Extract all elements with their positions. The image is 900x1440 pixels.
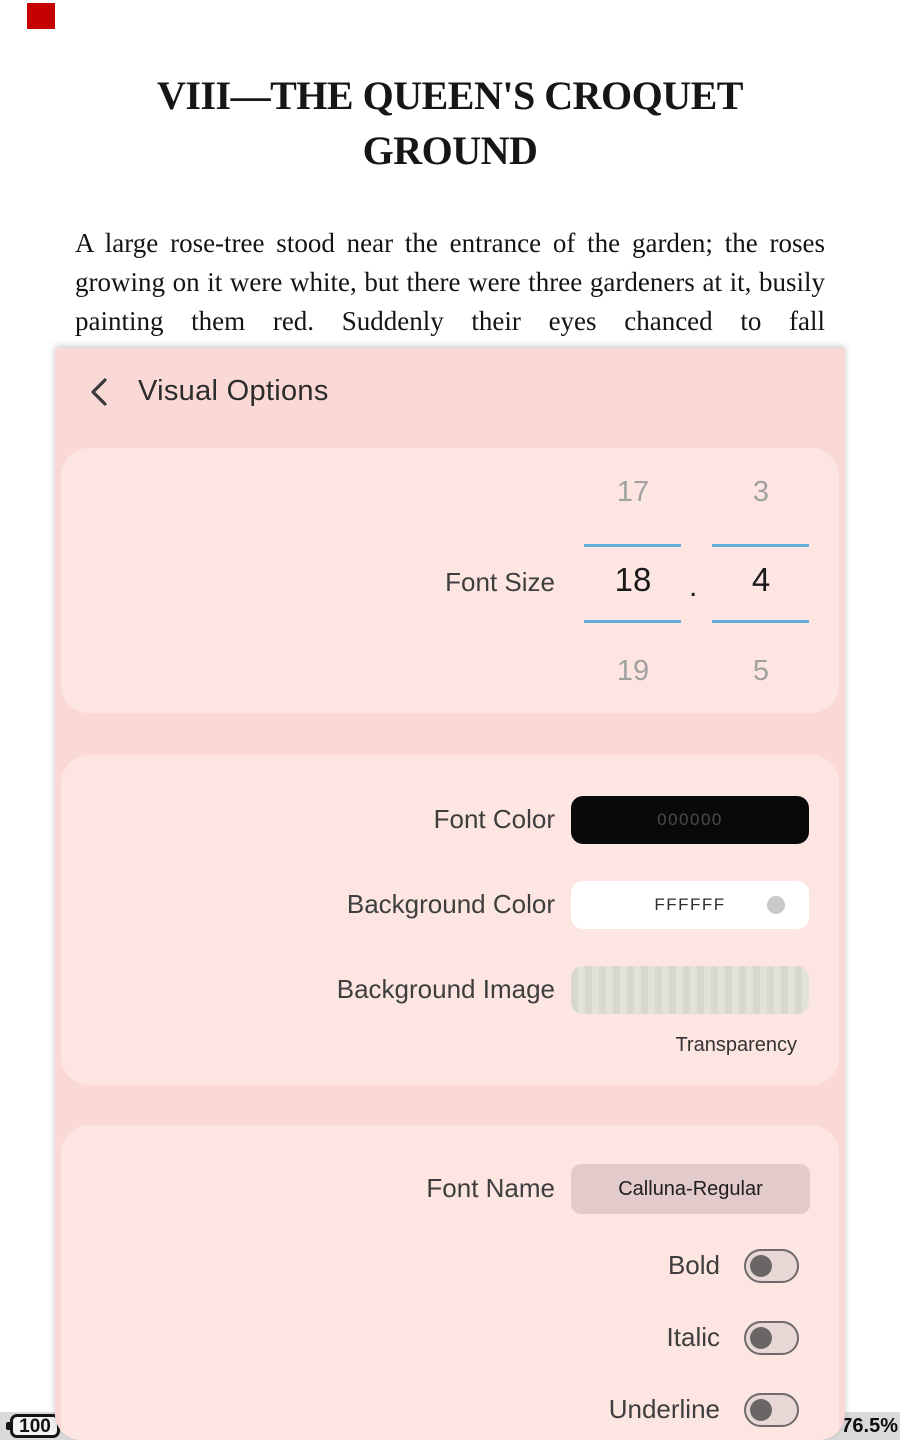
chapter-title <box>0 68 900 178</box>
battery-icon <box>10 1414 60 1438</box>
font-size-label: Font Size <box>445 567 555 597</box>
visual-options-panel <box>55 348 845 1440</box>
italic-toggle[interactable] <box>744 1321 799 1355</box>
chapter-title-text: VIII—THE QUEEN'S CROQUET GROUND <box>157 73 743 173</box>
reading-progress: 76.5% <box>841 1415 898 1437</box>
picker-line <box>712 544 809 547</box>
font-size-int-below[interactable]: 19 <box>616 655 650 687</box>
transparency-label: Transparency <box>675 1034 797 1056</box>
font-color-label: Font Color <box>433 804 555 834</box>
picker-line <box>584 544 681 547</box>
font-color-swatch[interactable] <box>571 796 809 844</box>
bold-label: Bold <box>667 1250 720 1280</box>
color-picker-dot-icon <box>767 896 785 914</box>
font-size-dec-below[interactable]: 5 <box>752 655 770 687</box>
underline-toggle[interactable] <box>744 1393 799 1427</box>
font-size-dec-selected[interactable]: 4 <box>751 561 771 598</box>
font-size-int-selected[interactable]: 18 <box>614 561 652 598</box>
book-paragraph: A large rose-tree stood near the entrance of the garden; the roses growing on it were white, but there were three gardeners at it, busily painting them red. Suddenly their eyes chanced to fall <box>75 228 825 336</box>
battery-level: 100 <box>19 1416 51 1437</box>
toggle-knob <box>750 1327 772 1349</box>
background-image-label: Background Image <box>336 974 555 1004</box>
background-color-value: FFFFFF <box>654 895 726 914</box>
panel-title: Visual Options <box>138 375 329 407</box>
font-size-int-above[interactable]: 17 <box>616 476 650 508</box>
background-color-swatch[interactable] <box>571 881 809 929</box>
chevron-left-icon <box>88 377 110 407</box>
picker-line <box>712 620 809 623</box>
font-size-dec-above[interactable]: 3 <box>752 476 770 508</box>
back-button[interactable] <box>88 377 110 407</box>
italic-label: Italic <box>666 1322 720 1352</box>
toggle-knob <box>750 1255 772 1277</box>
bookmark-indicator <box>27 3 55 29</box>
font-color-value: 000000 <box>657 810 723 829</box>
decimal-separator: . <box>689 570 698 603</box>
picker-line <box>584 620 681 623</box>
font-name-button[interactable]: Calluna-Regular <box>571 1164 810 1214</box>
underline-label: Underline <box>608 1394 720 1424</box>
bold-toggle[interactable] <box>744 1249 799 1283</box>
font-name-label: Font Name <box>426 1173 555 1203</box>
toggle-knob <box>750 1399 772 1421</box>
background-image-swatch[interactable] <box>571 966 809 1014</box>
background-color-label: Background Color <box>346 889 555 919</box>
